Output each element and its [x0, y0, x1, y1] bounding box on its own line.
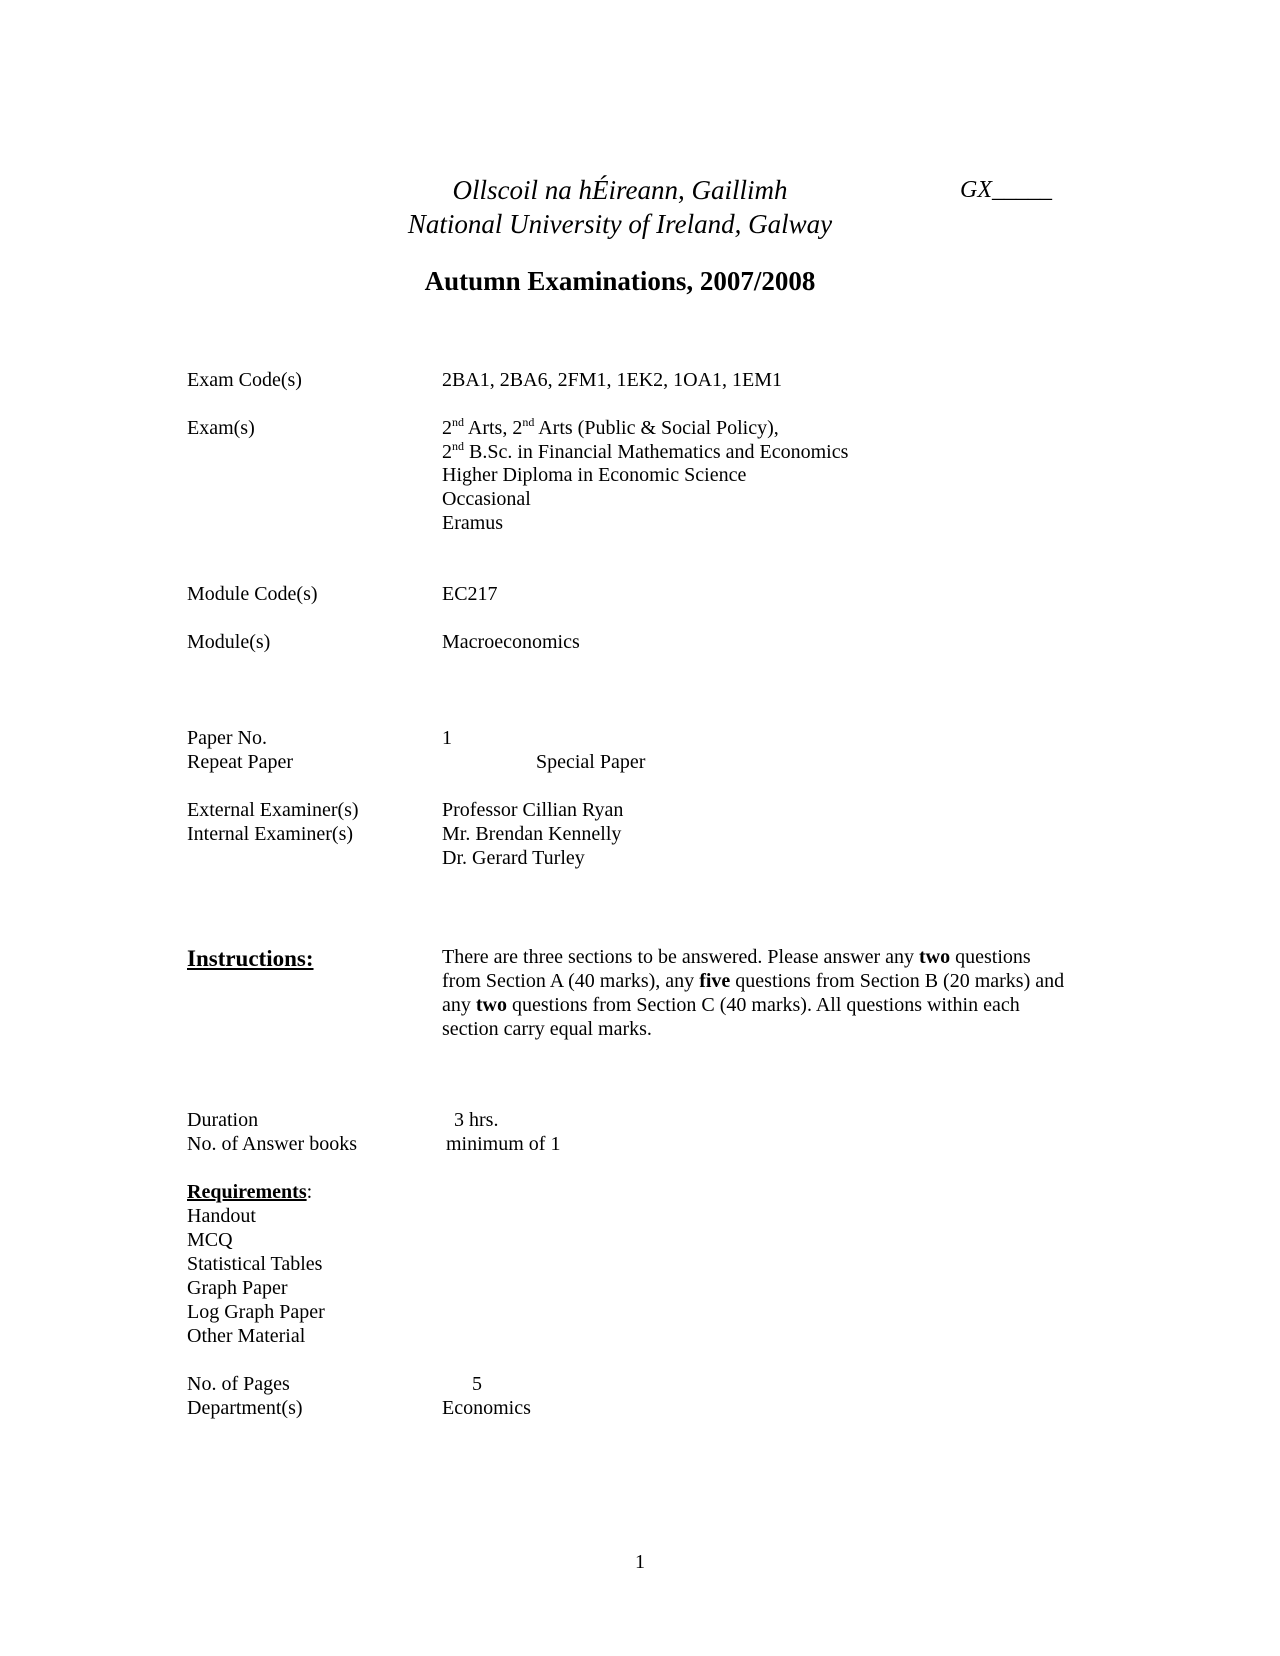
- requirement-item: Statistical Tables: [187, 1253, 323, 1275]
- requirement-item: Handout: [187, 1205, 256, 1227]
- pages-label: No. of Pages: [187, 1373, 290, 1395]
- special-paper-value: Special Paper: [536, 751, 646, 773]
- answer-books-value: minimum of 1: [446, 1133, 561, 1155]
- instructions-text: There are three sections to be answered. Please answer any two questions from Section A (40 marks), any five questions from Section B (20 marks) and any two questions from Section C (40 marks). All questions within each section carry equal marks.: [442, 946, 1065, 1040]
- exams-label: Exam(s): [187, 417, 255, 439]
- internal-examiner-2: Dr. Gerard Turley: [442, 847, 585, 869]
- departments-label: Department(s): [187, 1397, 303, 1419]
- exams-line-2: 2nd B.Sc. in Financial Mathematics and Economics: [442, 439, 849, 463]
- requirement-item: MCQ: [187, 1229, 233, 1251]
- instructions-label: Instructions:: [187, 946, 314, 971]
- internal-examiner-1: Mr. Brendan Kennelly: [442, 823, 622, 845]
- exam-session-title: Autumn Examinations, 2007/2008: [424, 266, 816, 296]
- modules-value: Macroeconomics: [442, 631, 580, 653]
- duration-label: Duration: [187, 1109, 259, 1131]
- university-name-english: National University of Ireland, Galway: [407, 209, 833, 239]
- page-number: 1: [635, 1551, 645, 1573]
- internal-examiners-label: Internal Examiner(s): [187, 823, 354, 845]
- requirement-item: Graph Paper: [187, 1277, 288, 1299]
- duration-value: 3 hrs.: [454, 1109, 499, 1131]
- paper-no-label: Paper No.: [187, 727, 267, 749]
- exam-codes-value: 2BA1, 2BA6, 2FM1, 1EK2, 1OA1, 1EM1: [442, 369, 783, 391]
- modules-label: Module(s): [187, 631, 271, 653]
- repeat-paper-label: Repeat Paper: [187, 751, 294, 773]
- departments-value: Economics: [442, 1397, 531, 1419]
- answer-books-label: No. of Answer books: [187, 1133, 357, 1155]
- university-name-irish: Ollscoil na hÉireann, Gaillimh: [452, 175, 788, 205]
- exams-line-3: Higher Diploma in Economic Science: [442, 464, 747, 486]
- requirement-item: Other Material: [187, 1325, 306, 1347]
- exams-line-1: 2nd Arts, 2nd Arts (Public & Social Policy),: [442, 415, 779, 439]
- exam-codes-label: Exam Code(s): [187, 369, 302, 391]
- pages-value: 5: [472, 1373, 482, 1395]
- exams-line-4: Occasional: [442, 488, 531, 510]
- requirement-item: Log Graph Paper: [187, 1301, 325, 1323]
- gx-code: GX_____: [960, 177, 1052, 203]
- external-examiners-label: External Examiner(s): [187, 799, 359, 821]
- module-codes-value: EC217: [442, 583, 498, 605]
- exams-line-5: Eramus: [442, 512, 504, 534]
- requirements-heading: Requirements:: [187, 1181, 313, 1203]
- paper-no-value: 1: [442, 727, 452, 749]
- external-examiners-value: Professor Cillian Ryan: [442, 799, 624, 821]
- module-codes-label: Module Code(s): [187, 583, 318, 605]
